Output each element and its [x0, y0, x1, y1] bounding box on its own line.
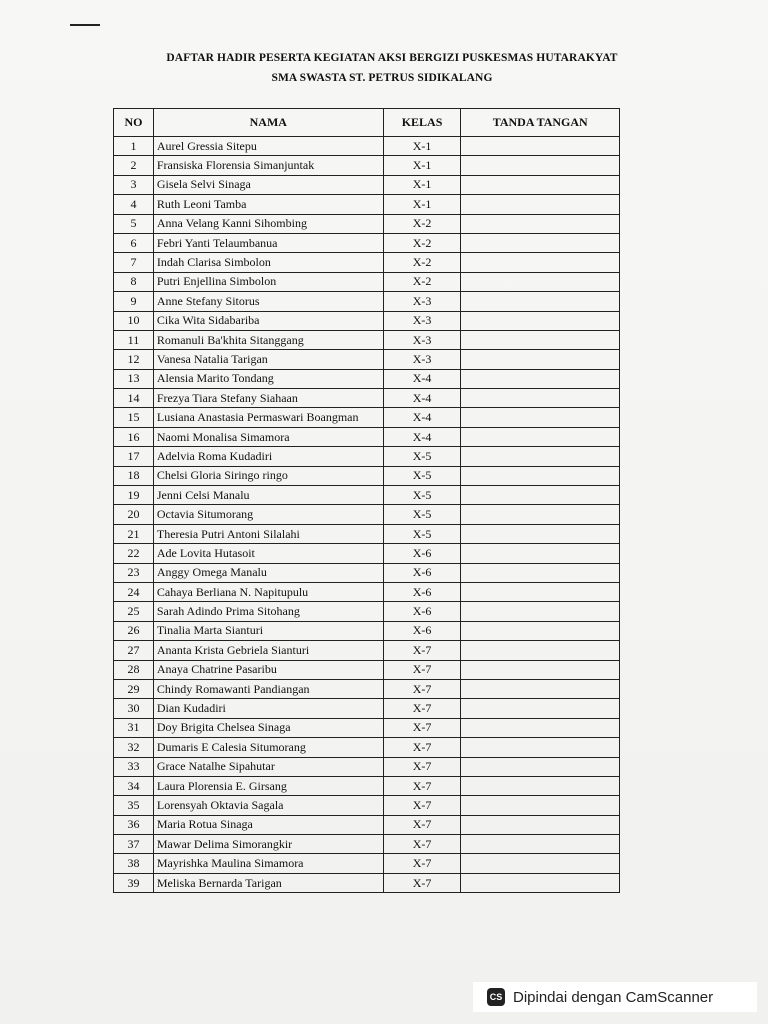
row-nama: Adelvia Roma Kudadiri	[153, 447, 383, 466]
row-nama: Febri Yanti Telaumbanua	[153, 233, 383, 252]
row-signature-cell	[461, 660, 620, 679]
row-nama: Lusiana Anastasia Permaswari Boangman	[153, 408, 383, 427]
row-no: 19	[114, 486, 154, 505]
row-nama: Doy Brigita Chelsea Sinaga	[153, 718, 383, 737]
row-nama: Mayrishka Maulina Simamora	[153, 854, 383, 873]
row-signature-cell	[461, 214, 620, 233]
row-kelas: X-5	[383, 486, 461, 505]
row-nama: Chindy Romawanti Pandiangan	[153, 679, 383, 698]
row-signature-cell	[461, 330, 620, 349]
row-nama: Ananta Krista Gebriela Sianturi	[153, 641, 383, 660]
row-nama: Laura Plorensia E. Girsang	[153, 776, 383, 795]
row-kelas: X-2	[383, 253, 461, 272]
row-kelas: X-4	[383, 369, 461, 388]
row-signature-cell	[461, 233, 620, 252]
row-kelas: X-7	[383, 757, 461, 776]
row-kelas: X-2	[383, 272, 461, 291]
row-no: 35	[114, 796, 154, 815]
row-kelas: X-4	[383, 427, 461, 446]
row-nama: Anne Stefany Sitorus	[153, 292, 383, 311]
row-nama: Meliska Bernarda Tarigan	[153, 873, 383, 892]
row-kelas: X-1	[383, 175, 461, 194]
row-nama: Aurel Gressia Sitepu	[153, 137, 383, 156]
row-nama: Gisela Selvi Sinaga	[153, 175, 383, 194]
table-row	[114, 369, 620, 388]
row-nama: Cika Wita Sidabariba	[153, 311, 383, 330]
table-row	[114, 796, 620, 815]
row-no: 27	[114, 641, 154, 660]
row-signature-cell	[461, 253, 620, 272]
table-row	[114, 350, 620, 369]
table-row	[114, 873, 620, 892]
row-kelas: X-6	[383, 621, 461, 640]
row-signature-cell	[461, 350, 620, 369]
row-signature-cell	[461, 544, 620, 563]
table-row	[114, 854, 620, 873]
table-row	[114, 602, 620, 621]
table-row	[114, 835, 620, 854]
row-kelas: X-7	[383, 776, 461, 795]
row-kelas: X-7	[383, 641, 461, 660]
table-row	[114, 156, 620, 175]
row-no: 16	[114, 427, 154, 446]
row-kelas: X-7	[383, 873, 461, 892]
row-nama: Anggy Omega Manalu	[153, 563, 383, 582]
table-row	[114, 330, 620, 349]
row-nama: Romanuli Ba'khita Sitanggang	[153, 330, 383, 349]
row-signature-cell	[461, 602, 620, 621]
row-signature-cell	[461, 621, 620, 640]
row-kelas: X-6	[383, 563, 461, 582]
row-kelas: X-7	[383, 796, 461, 815]
row-no: 22	[114, 544, 154, 563]
table-row	[114, 272, 620, 291]
row-no: 39	[114, 873, 154, 892]
row-no: 6	[114, 233, 154, 252]
row-nama: Alensia Marito Tondang	[153, 369, 383, 388]
row-nama: Sarah Adindo Prima Sitohang	[153, 602, 383, 621]
table-body	[114, 137, 620, 893]
table-row	[114, 292, 620, 311]
table-row	[114, 447, 620, 466]
row-no: 13	[114, 369, 154, 388]
row-nama: Vanesa Natalia Tarigan	[153, 350, 383, 369]
row-no: 18	[114, 466, 154, 485]
row-kelas: X-2	[383, 214, 461, 233]
row-no: 36	[114, 815, 154, 834]
row-signature-cell	[461, 311, 620, 330]
row-signature-cell	[461, 718, 620, 737]
row-no: 24	[114, 582, 154, 601]
row-nama: Fransiska Florensia Simanjuntak	[153, 156, 383, 175]
row-kelas: X-2	[383, 233, 461, 252]
row-signature-cell	[461, 757, 620, 776]
row-signature-cell	[461, 873, 620, 892]
table-row	[114, 815, 620, 834]
row-nama: Theresia Putri Antoni Silalahi	[153, 524, 383, 543]
row-no: 30	[114, 699, 154, 718]
row-kelas: X-7	[383, 718, 461, 737]
row-nama: Indah Clarisa Simbolon	[153, 253, 383, 272]
table-row	[114, 544, 620, 563]
row-signature-cell	[461, 815, 620, 834]
header-tanda-tangan: TANDA TANGAN	[461, 109, 620, 137]
row-nama: Naomi Monalisa Simamora	[153, 427, 383, 446]
header-no: NO	[114, 109, 154, 137]
row-signature-cell	[461, 389, 620, 408]
row-kelas: X-7	[383, 815, 461, 834]
table-row	[114, 214, 620, 233]
row-signature-cell	[461, 699, 620, 718]
row-kelas: X-7	[383, 835, 461, 854]
row-nama: Ruth Leoni Tamba	[153, 195, 383, 214]
row-signature-cell	[461, 272, 620, 291]
row-no: 26	[114, 621, 154, 640]
document-title: DAFTAR HADIR PESERTA KEGIATAN AKSI BERGIZI PUSKESMAS HUTARAKYAT	[166, 52, 618, 64]
attendance-table	[113, 108, 620, 893]
row-signature-cell	[461, 524, 620, 543]
row-nama: Octavia Situmorang	[153, 505, 383, 524]
row-signature-cell	[461, 466, 620, 485]
row-signature-cell	[461, 835, 620, 854]
row-nama: Dian Kudadiri	[153, 699, 383, 718]
table-row	[114, 641, 620, 660]
row-signature-cell	[461, 486, 620, 505]
row-no: 10	[114, 311, 154, 330]
row-kelas: X-1	[383, 137, 461, 156]
row-kelas: X-7	[383, 699, 461, 718]
row-no: 17	[114, 447, 154, 466]
row-nama: Chelsi Gloria Siringo ringo	[153, 466, 383, 485]
table-row	[114, 718, 620, 737]
row-signature-cell	[461, 427, 620, 446]
table-row	[114, 660, 620, 679]
row-signature-cell	[461, 796, 620, 815]
row-nama: Jenni Celsi Manalu	[153, 486, 383, 505]
row-signature-cell	[461, 679, 620, 698]
document-subtitle: SMA SWASTA ST. PETRUS SIDIKALANG	[271, 72, 493, 84]
row-kelas: X-6	[383, 544, 461, 563]
row-nama: Grace Natalhe Sipahutar	[153, 757, 383, 776]
table-row	[114, 524, 620, 543]
row-no: 20	[114, 505, 154, 524]
row-kelas: X-5	[383, 505, 461, 524]
table-row	[114, 466, 620, 485]
row-nama: Frezya Tiara Stefany Siahaan	[153, 389, 383, 408]
row-nama: Putri Enjellina Simbolon	[153, 272, 383, 291]
table-row	[114, 738, 620, 757]
row-nama: Tinalia Marta Sianturi	[153, 621, 383, 640]
table-row	[114, 486, 620, 505]
row-signature-cell	[461, 582, 620, 601]
row-no: 5	[114, 214, 154, 233]
row-kelas: X-4	[383, 408, 461, 427]
table-row	[114, 195, 620, 214]
row-signature-cell	[461, 195, 620, 214]
table-row	[114, 233, 620, 252]
row-no: 34	[114, 776, 154, 795]
row-kelas: X-5	[383, 447, 461, 466]
row-kelas: X-5	[383, 466, 461, 485]
row-kelas: X-7	[383, 660, 461, 679]
row-signature-cell	[461, 854, 620, 873]
row-kelas: X-6	[383, 582, 461, 601]
table-row	[114, 757, 620, 776]
row-no: 28	[114, 660, 154, 679]
row-no: 29	[114, 679, 154, 698]
row-nama: Cahaya Berliana N. Napitupulu	[153, 582, 383, 601]
row-nama: Anna Velang Kanni Sihombing	[153, 214, 383, 233]
row-no: 15	[114, 408, 154, 427]
table-row	[114, 776, 620, 795]
row-kelas: X-3	[383, 330, 461, 349]
table-row	[114, 621, 620, 640]
header-nama: NAMA	[153, 109, 383, 137]
row-signature-cell	[461, 156, 620, 175]
camscanner-watermark	[473, 982, 757, 1012]
row-signature-cell	[461, 292, 620, 311]
watermark-text: Dipindai dengan CamScanner	[513, 988, 714, 1006]
row-kelas: X-3	[383, 292, 461, 311]
row-no: 1	[114, 137, 154, 156]
row-nama: Dumaris E Calesia Situmorang	[153, 738, 383, 757]
table-row	[114, 505, 620, 524]
table-row	[114, 427, 620, 446]
row-kelas: X-1	[383, 156, 461, 175]
row-nama: Ade Lovita Hutasoit	[153, 544, 383, 563]
table-row	[114, 563, 620, 582]
row-kelas: X-7	[383, 738, 461, 757]
row-no: 7	[114, 253, 154, 272]
row-kelas: X-1	[383, 195, 461, 214]
table-row	[114, 137, 620, 156]
row-signature-cell	[461, 175, 620, 194]
row-no: 4	[114, 195, 154, 214]
row-nama: Mawar Delima Simorangkir	[153, 835, 383, 854]
table-row	[114, 389, 620, 408]
row-no: 37	[114, 835, 154, 854]
row-no: 23	[114, 563, 154, 582]
row-kelas: X-7	[383, 854, 461, 873]
row-signature-cell	[461, 641, 620, 660]
camscanner-logo-icon: CS	[487, 988, 505, 1006]
table-row	[114, 408, 620, 427]
row-no: 12	[114, 350, 154, 369]
table-row	[114, 311, 620, 330]
row-kelas: X-3	[383, 311, 461, 330]
row-no: 33	[114, 757, 154, 776]
row-signature-cell	[461, 505, 620, 524]
row-signature-cell	[461, 369, 620, 388]
row-kelas: X-3	[383, 350, 461, 369]
table-header-row	[114, 109, 620, 137]
header-kelas: KELAS	[383, 109, 461, 137]
row-no: 9	[114, 292, 154, 311]
row-no: 25	[114, 602, 154, 621]
row-no: 3	[114, 175, 154, 194]
table-row	[114, 699, 620, 718]
row-no: 38	[114, 854, 154, 873]
row-no: 2	[114, 156, 154, 175]
row-no: 11	[114, 330, 154, 349]
row-signature-cell	[461, 408, 620, 427]
row-signature-cell	[461, 776, 620, 795]
pen-mark	[70, 24, 100, 26]
row-signature-cell	[461, 563, 620, 582]
row-no: 32	[114, 738, 154, 757]
row-signature-cell	[461, 738, 620, 757]
row-no: 14	[114, 389, 154, 408]
row-kelas: X-5	[383, 524, 461, 543]
row-kelas: X-4	[383, 389, 461, 408]
row-nama: Maria Rotua Sinaga	[153, 815, 383, 834]
row-nama: Anaya Chatrine Pasaribu	[153, 660, 383, 679]
row-signature-cell	[461, 137, 620, 156]
row-kelas: X-7	[383, 679, 461, 698]
row-no: 21	[114, 524, 154, 543]
row-no: 8	[114, 272, 154, 291]
row-no: 31	[114, 718, 154, 737]
row-kelas: X-6	[383, 602, 461, 621]
table-row	[114, 582, 620, 601]
row-signature-cell	[461, 447, 620, 466]
table-row	[114, 679, 620, 698]
table-row	[114, 175, 620, 194]
table-row	[114, 253, 620, 272]
row-nama: Lorensyah Oktavia Sagala	[153, 796, 383, 815]
